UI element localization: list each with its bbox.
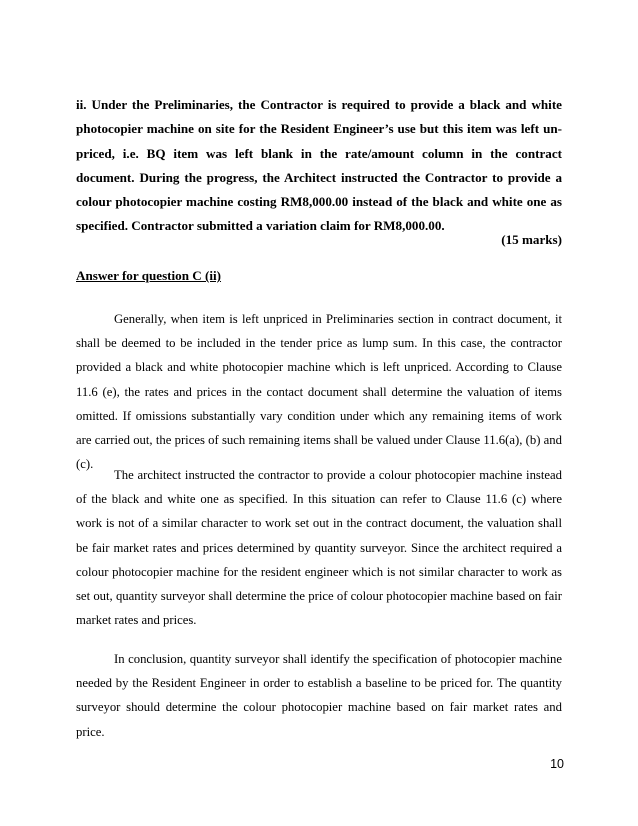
question-text: ii. Under the Preliminaries, the Contractor is required to provide a black and white photocopier machine on site for the Resident Engineer’s use but this item was left un-priced, i.e. BQ item was left blank in the rate/amount column in the contract document. During the progress, the Architect instructed the Contractor to provide a colour photocopier machine costing RM8,000.00 instead of the black and white one as specified. Contractor submitted a variation claim for RM8,000.00. — [76, 97, 562, 234]
answer-heading: Answer for question C (ii) — [76, 268, 222, 283]
answer-paragraph: The architect instructed the contractor to provide a colour photocopier machine instead of the black and white one as specified. In this situation can refer to Clause 11.6 (c) where work is not of a similar character to work set out in the contract document, the valuation shall be fair market rates and prices determined by quantity surveyor. Since the architect required a colour photocopier machine for the resident engineer which is not similar character to work as set out, quantity surveyor shall determine the price of colour photocopier machine based on fair market rates and prices. — [76, 468, 562, 628]
page-number: 10 — [550, 757, 564, 771]
answer-paragraph: Generally, when item is left unpriced in Preliminaries section in contract document, it shall be deemed to be included in the tender price as lump sum. In this case, the contractor provided a black and white photocopier machine which is left unpriced. According to Clause 11.6 (e), the rates and prices in the contact document shall determine the valuation of items omitted. If omissions substantially vary condition under which any remaining items of work are carried out, the prices of such remaining items shall be valued under Clause 11.6(a), (b) and (c). — [76, 312, 562, 472]
marks-label: (15 marks) — [501, 232, 562, 247]
answer-paragraph: In conclusion, quantity surveyor shall identify the specification of photocopier machine needed by the Resident Engineer in order to establish a baseline to be priced for. The quantity surveyor should determine the colour photocopier machine based on fair market rates and price. — [76, 652, 562, 739]
